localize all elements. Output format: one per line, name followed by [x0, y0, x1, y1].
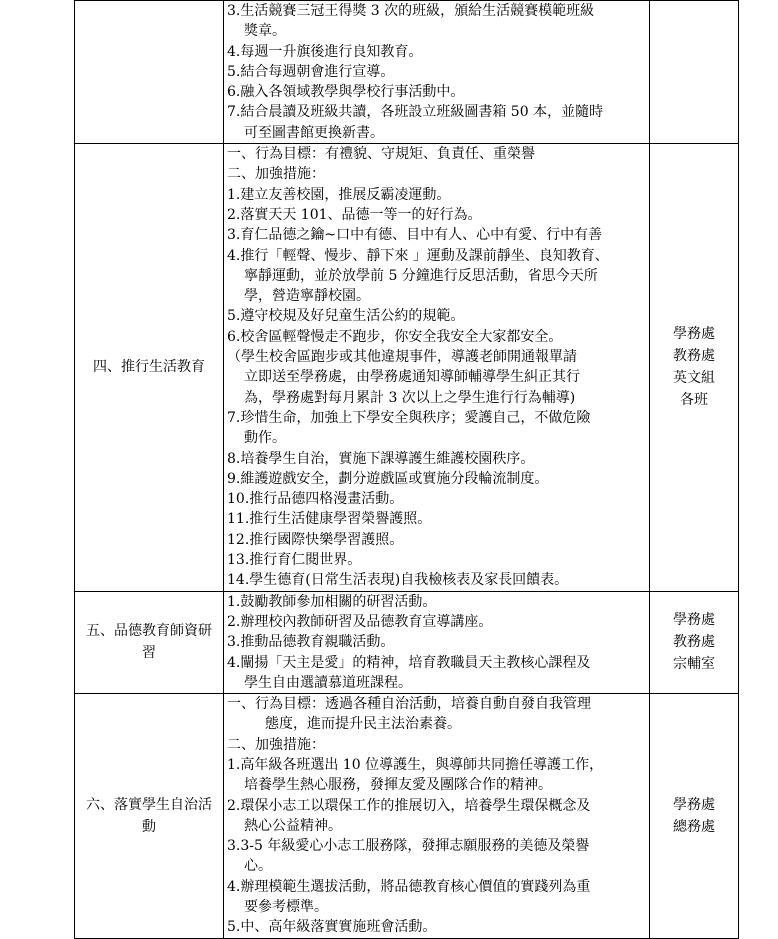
measures-cell	[224, 694, 650, 939]
unit-cell	[650, 694, 739, 939]
measure-line: 態度，進而提升民主法治素養。	[265, 716, 461, 733]
measure-line: 熱心公益精神。	[244, 817, 342, 834]
unit-cell	[650, 1, 739, 144]
measure-line: 一、行為目標：透過各種自治活動，培養自動自發自我管理	[227, 696, 591, 713]
measure-line: 8.培養學生自治，實施下課導護生維護校園秩序。	[227, 450, 535, 467]
table-row	[75, 591, 739, 693]
measure-line: （學生校舍區跑步或其他違規事件，導護老師開通報單請	[227, 349, 577, 366]
measure-line: 1.高年級各班選出 10 位導護生，與導師共同擔任導護工作，	[227, 756, 604, 773]
measure-line: 動作。	[244, 430, 286, 447]
measure-line: 14.學生德育(日常生活表現)自我檢核表及家長回饋表。	[227, 572, 569, 589]
measure-line: 7.結合晨讀及班級共讀，各班設立班級圖書箱 50 本，並隨時	[227, 104, 604, 121]
responsible-unit: 學務處	[673, 612, 715, 629]
measure-line: 二、加強措施：	[227, 166, 325, 183]
table-row	[75, 1, 739, 144]
responsible-unit: 學務處	[673, 326, 715, 343]
measure-line: 寧靜運動，並於放學前 5 分鐘進行反思活動，省思今天所	[244, 267, 598, 284]
measure-line: 3.3-5 年級愛心小志工服務隊，發揮志願服務的美德及榮譽	[227, 838, 590, 855]
measure-line: 為，學務處對每月累計 3 次以上之學生進行行為輔導)	[244, 389, 576, 406]
plan-table	[74, 0, 739, 939]
measure-line: 立即送至學務處，由學務處通知導師輔導學生糾正其行	[244, 369, 580, 386]
measure-line: 11.推行生活健康學習榮譽護照。	[227, 511, 432, 528]
responsible-unit: 教務處	[673, 348, 715, 365]
measure-line: 5.中、高年級落實實施班會活動。	[227, 919, 437, 936]
category-cell	[75, 694, 224, 939]
measure-line: 4.闡揚「天主是愛」的精神，培育教職員天主教核心課程及	[227, 654, 591, 671]
measures-cell	[224, 1, 650, 144]
measure-line: 心。	[244, 858, 272, 875]
responsible-unit: 各班	[680, 392, 708, 409]
measure-line: 3.推動品德教育親職活動。	[227, 634, 395, 651]
measure-line: 培養學生熱心服務，發揮友愛及團隊合作的精神。	[244, 777, 552, 794]
measure-line: 6.融入各領域教學與學校行事活動中。	[227, 84, 465, 101]
measure-line: 5.遵守校規及好兒童生活公約的規範。	[227, 308, 465, 325]
measure-line: 可至圖書館更換新書。	[244, 124, 384, 141]
measure-line: 6.校舍區輕聲慢走不跑步，你安全我安全大家都安全。	[227, 328, 563, 345]
measure-line: 4.每週一升旗後進行良知教育。	[227, 43, 423, 60]
measure-line: 學生自由選讀慕道班課程。	[244, 674, 412, 691]
category-cell	[75, 591, 224, 693]
measures-cell	[224, 144, 650, 592]
measure-line: 2.環保小志工以環保工作的推展切入，培養學生環保概念及	[227, 797, 591, 814]
measure-line: 二、加強措施：	[227, 736, 325, 753]
unit-cell	[650, 591, 739, 693]
responsible-unit: 教務處	[673, 634, 715, 651]
measure-line: 獎章。	[244, 23, 286, 40]
measure-line: 13.推行育仁閱世界。	[227, 552, 362, 569]
measure-line: 2.辦理校內教師研習及品德教育宣導講座。	[227, 613, 493, 630]
responsible-unit: 學務處	[673, 796, 715, 813]
responsible-unit: 英文組	[673, 370, 715, 387]
category-label: 六、落實學生自治活動	[86, 796, 212, 835]
measure-line: 2.落實天天 101、品德一等一的好行為。	[227, 206, 482, 223]
category-cell	[75, 1, 224, 144]
category-label: 五、品德教育師資研習	[86, 623, 212, 662]
measure-line: 3.育仁品德之鑰~口中有德、目中有人、心中有愛、行中有善	[227, 227, 603, 244]
responsible-unit: 總務處	[673, 818, 715, 835]
unit-cell	[650, 144, 739, 592]
measure-line: 4.辦理模範生選拔活動，將品德教育核心價值的實踐列為重	[227, 878, 591, 895]
measure-line: 7.珍惜生命，加強上下學安全與秩序；愛護自己，不做危險	[227, 409, 591, 426]
table-row	[75, 144, 739, 592]
measure-line: 1.建立友善校園，推展反霸凌運動。	[227, 186, 451, 203]
category-cell	[75, 144, 224, 592]
responsible-unit: 宗輔室	[673, 656, 715, 673]
measure-line: 1.鼓勵教師參加相關的研習活動。	[227, 593, 437, 610]
plan-table-body	[75, 1, 739, 939]
measure-line: 12.推行國際快樂學習護照。	[227, 531, 404, 548]
measure-line: 3.生活競賽三冠王得獎 3 次的班級，頒給生活競賽模範班級	[227, 3, 595, 19]
measure-line: 10.推行品德四格漫畫活動。	[227, 491, 404, 508]
measure-line: 9.維護遊戲安全，劃分遊戲區或實施分段輪流制度。	[227, 470, 549, 487]
measure-line: 學，營造寧靜校園。	[244, 288, 370, 305]
measure-line: 要參考標準。	[244, 899, 328, 916]
measure-line: 一、行為目標：有禮貌、守規矩、負責任、重榮譽	[227, 146, 535, 163]
category-label: 四、推行生活教育	[93, 359, 205, 376]
measures-cell	[224, 591, 650, 693]
measure-line: 4.推行「輕聲、慢步、靜下來 」運動及課前靜坐、良知教育、	[227, 247, 609, 264]
table-row	[75, 694, 739, 939]
measure-line: 5.結合每週朝會進行宣導。	[227, 63, 395, 80]
